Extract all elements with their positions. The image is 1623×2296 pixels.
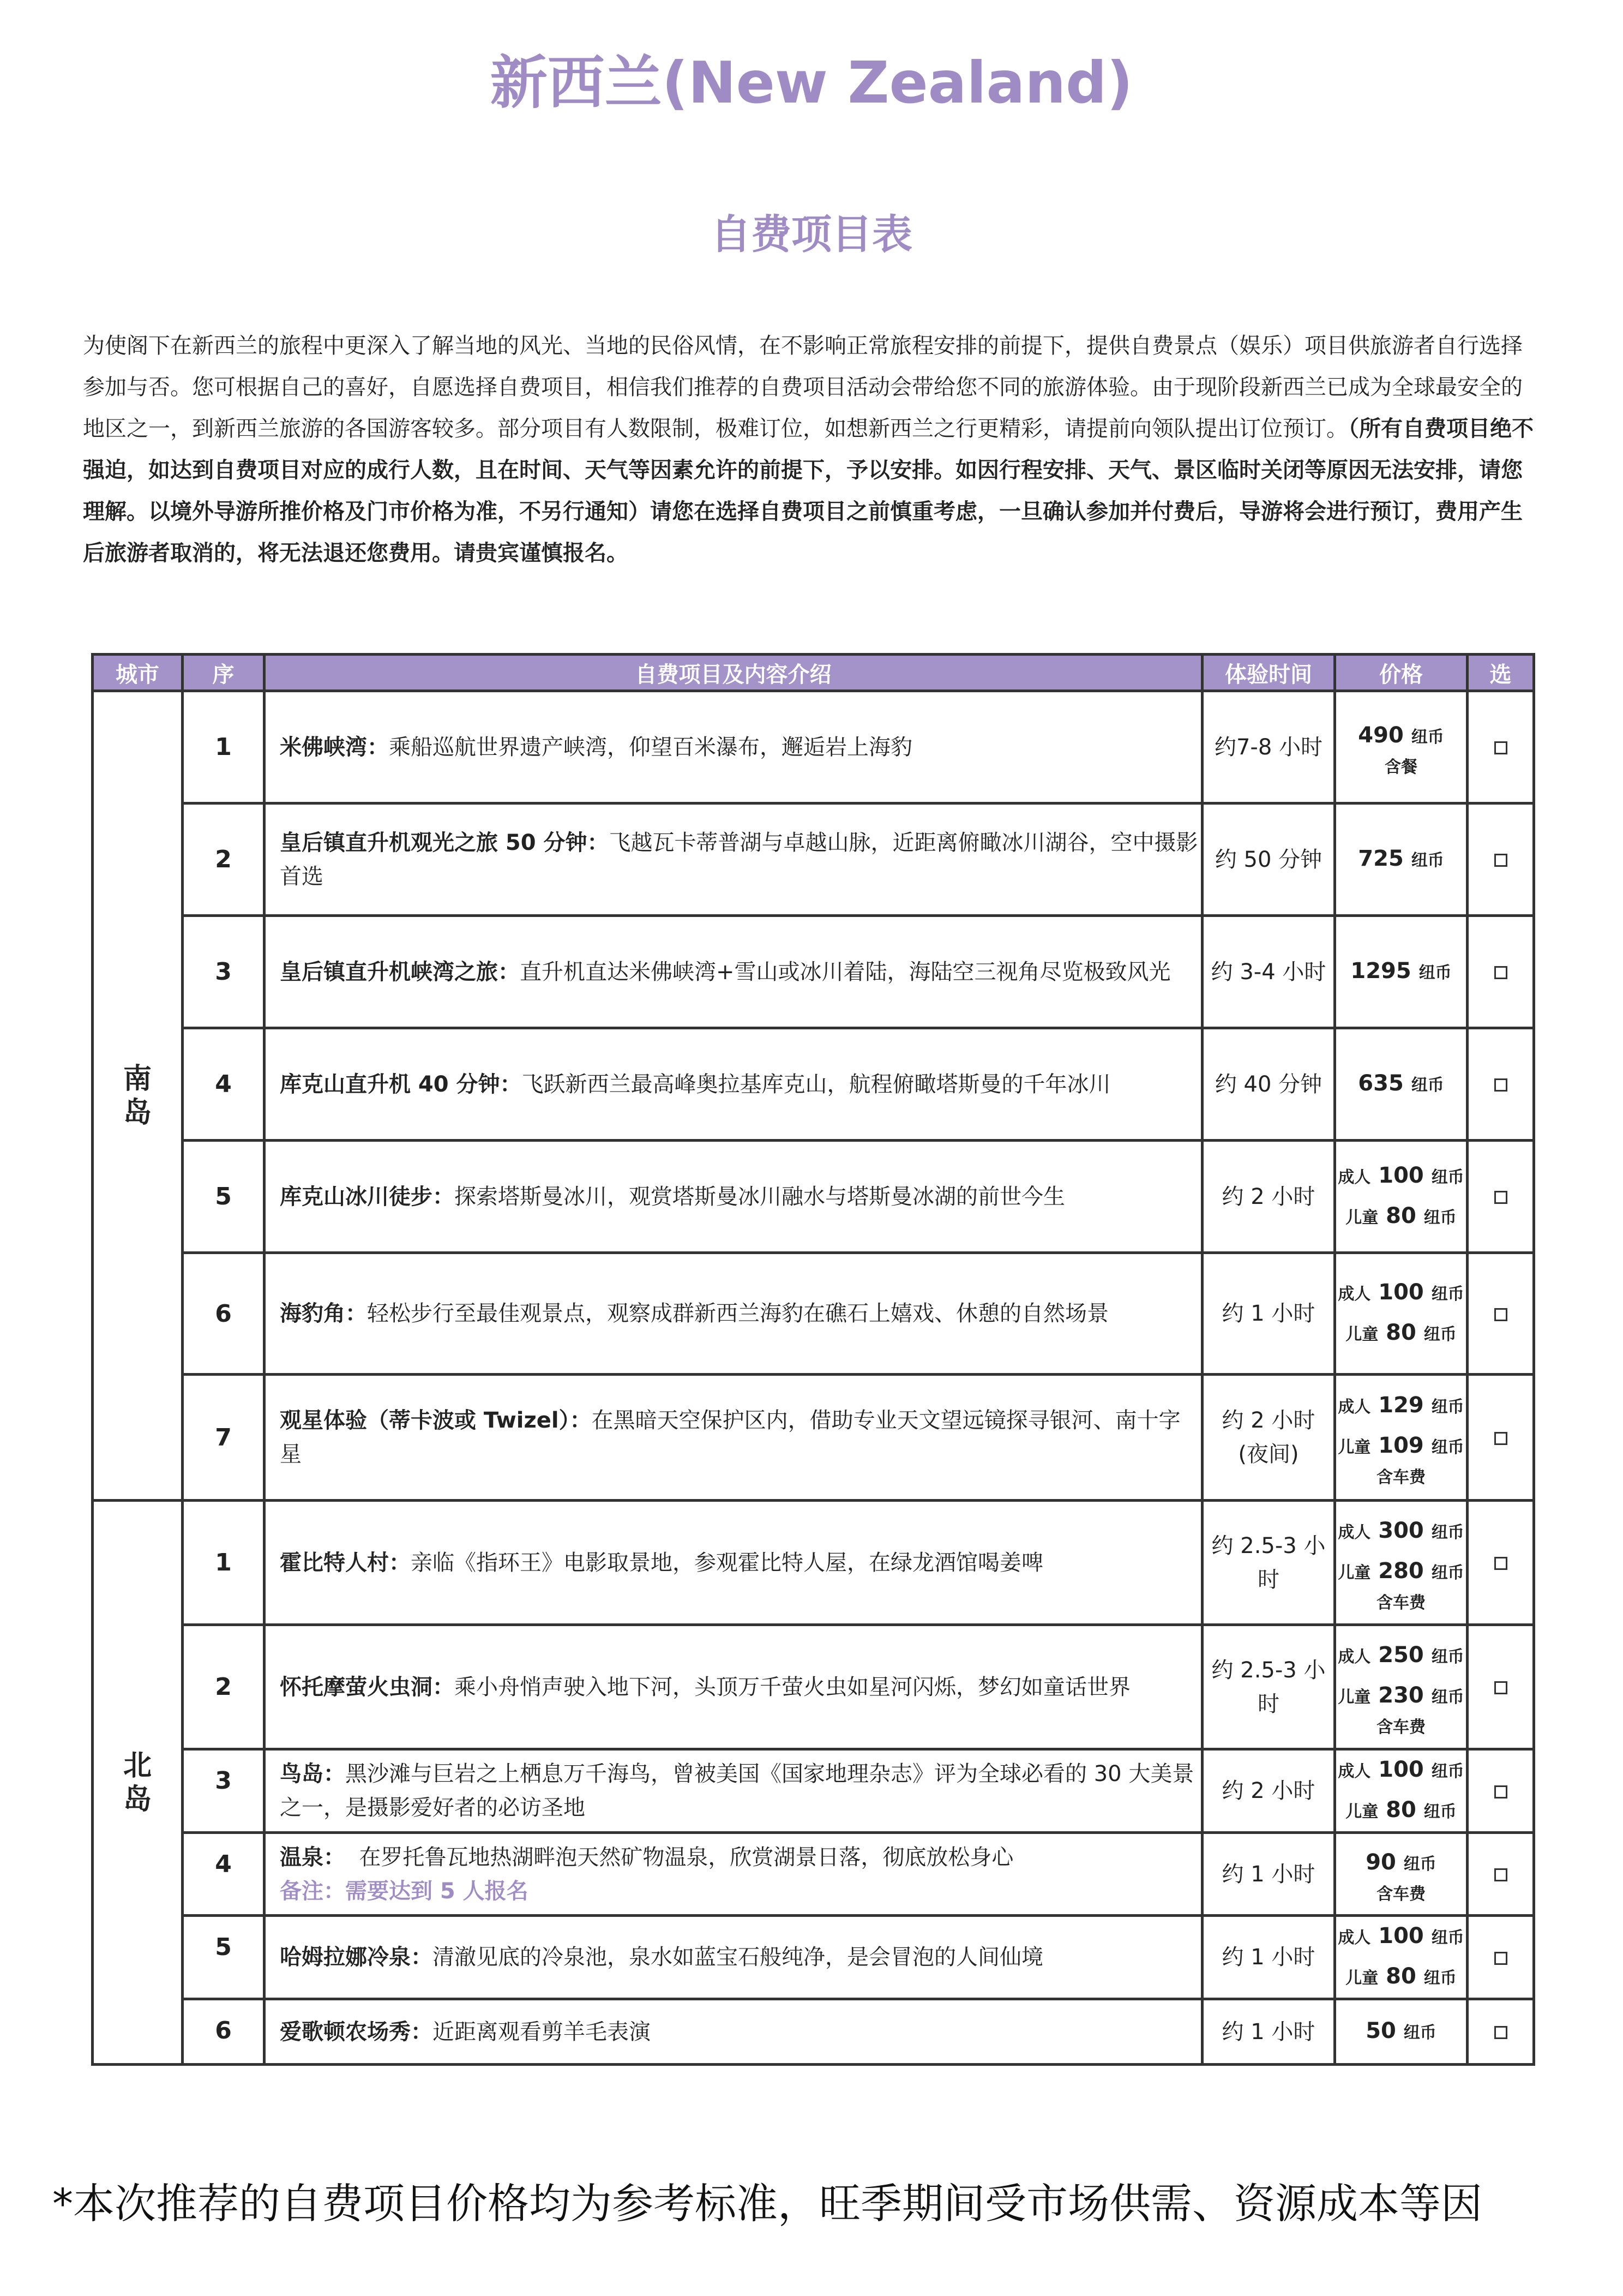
select-cell [1468, 1749, 1534, 1833]
duration-cell: 约 1 小时 [1203, 1999, 1335, 2065]
select-checkbox[interactable] [1494, 741, 1507, 754]
item-detail: 飞跃新西兰最高峰奥拉基库克山，航程俯瞰塔斯曼的千年冰川 [521, 1071, 1111, 1097]
row-seq: 3 [183, 1749, 265, 1833]
table-row [93, 1833, 1534, 1916]
table-row [93, 1916, 1534, 1999]
item-description [265, 1833, 1203, 1916]
row-seq: 4 [183, 1028, 265, 1141]
item-detail: 乘小舟悄声驶入地下河，头顶万千萤火虫如星河闪烁，梦幻如童话世界 [454, 1674, 1131, 1700]
item-detail: 近距离观看剪羊毛表演 [432, 2019, 651, 2045]
duration-cell: 约 1 小时 [1203, 1916, 1335, 1999]
item-name: 温泉： [280, 1844, 345, 1870]
item-detail: 清澈见底的冷泉池，泉水如蓝宝石般纯净，是会冒泡的人间仙境 [432, 1945, 1043, 1970]
item-detail: 黑沙滩与巨岩之上栖息万千海鸟，曾被美国《国家地理杂志》评为全球必看的 30 大美景之一，是摄影爱好者的必访圣地 [280, 1761, 1194, 1820]
table-header-row [93, 655, 1534, 691]
row-seq: 6 [183, 1253, 265, 1375]
row-seq: 1 [183, 1501, 265, 1625]
item-detail: 亲临《指环王》电影取景地，参观霍比特人屋，在绿龙酒馆喝姜啤 [411, 1550, 1043, 1575]
item-name: 霍比特人村： [280, 1550, 411, 1575]
select-cell [1468, 1253, 1534, 1375]
duration-cell: 约 2.5-3 小 时 [1203, 1625, 1335, 1749]
select-cell [1468, 916, 1534, 1028]
item-name: 鸟岛： [280, 1761, 345, 1787]
price-cell: 90 纽币 含车费 [1335, 1833, 1468, 1916]
city-cell-south: 南岛 [93, 691, 183, 1501]
select-checkbox[interactable] [1494, 1557, 1507, 1570]
page-subtitle: 自费项目表 [711, 211, 912, 258]
page-title: 新西兰(New Zealand) [490, 50, 1133, 116]
table-row [93, 1625, 1534, 1749]
item-name: 库克山直升机 40 分钟： [280, 1071, 522, 1097]
select-checkbox[interactable] [1494, 2026, 1507, 2039]
item-description [265, 1999, 1203, 2065]
select-checkbox[interactable] [1494, 1681, 1507, 1694]
header-select: 选 [1468, 655, 1534, 691]
table-row [93, 1375, 1534, 1501]
select-checkbox[interactable] [1494, 1078, 1507, 1092]
select-cell [1468, 1141, 1534, 1253]
header-item: 自费项目及内容介绍 [265, 655, 1203, 691]
item-detail: 在黑暗天空保护区内，借助专业天文望远镜探寻银河、南十字星 [280, 1408, 1181, 1467]
price-cell: 成人 300 纽币 儿童 280 纽币 含车费 [1335, 1501, 1468, 1625]
item-remark: 备注：需要达到 5 人报名 [280, 1878, 528, 1904]
item-description [265, 1916, 1203, 1999]
duration-cell: 约 3-4 小时 [1203, 916, 1335, 1028]
item-detail: 轻松步行至最佳观景点，观察成群新西兰海豹在礁石上嬉戏、休憩的自然场景 [367, 1301, 1109, 1326]
duration-cell: 约 1 小时 [1203, 1833, 1335, 1916]
item-description [265, 691, 1203, 804]
select-checkbox[interactable] [1494, 1191, 1507, 1204]
item-description [265, 804, 1203, 916]
item-description [265, 1375, 1203, 1501]
select-checkbox[interactable] [1494, 1308, 1507, 1321]
item-detail: 飞越瓦卡蒂普湖与卓越山脉，近距离俯瞰冰川湖谷，空中摄影首选 [280, 830, 1198, 889]
duration-cell: 约 2 小时 [1203, 1141, 1335, 1253]
table-row [93, 691, 1534, 804]
duration-cell: 约7-8 小时 [1203, 691, 1335, 804]
header-seq: 序 [183, 655, 265, 691]
row-seq: 5 [183, 1141, 265, 1253]
header-duration: 体验时间 [1203, 655, 1335, 691]
select-cell [1468, 1028, 1534, 1141]
item-name: 海豹角： [280, 1301, 367, 1326]
table-row [93, 1999, 1534, 2065]
price-cell: 725 纽币 [1335, 804, 1468, 916]
table-row [93, 1141, 1534, 1253]
duration-cell: 约 1 小时 [1203, 1253, 1335, 1375]
item-description [265, 1141, 1203, 1253]
duration-cell: 约 2.5-3 小 时 [1203, 1501, 1335, 1625]
item-description [265, 1028, 1203, 1141]
price-cell: 50 纽币 [1335, 1999, 1468, 2065]
city-cell-north: 北岛 [93, 1501, 183, 2065]
price-cell: 成人 129 纽币 儿童 109 纽币 含车费 [1335, 1375, 1468, 1501]
item-name: 爱歌顿农场秀： [280, 2019, 432, 2045]
activities-table [91, 653, 1535, 2066]
price-cell: 成人 100 纽币 儿童 80 纽币 [1335, 1141, 1468, 1253]
row-seq: 6 [183, 1999, 265, 2065]
item-name: 库克山冰川徒步： [280, 1184, 454, 1209]
item-name: 哈姆拉娜冷泉： [280, 1945, 432, 1970]
footnote: *本次推荐的自费项目价格均为参考标准，旺季期间受市场供需、资源成本等因 [52, 2179, 1482, 2228]
price-cell: 成人 100 纽币 儿童 80 纽币 [1335, 1749, 1468, 1833]
select-checkbox[interactable] [1494, 1785, 1507, 1799]
select-checkbox[interactable] [1494, 1952, 1507, 1965]
intro-bold-text: （所有自费项目绝不强迫，如达到自费项目对应的成行人数，且在时间、天气等因素允许的前提下，予以安排。如因行程安排、天气、景区临时关闭等原因无法安排，请您理解。以境外导游所推价格及门市价格为准，不另行通知）请您在选择自费项目之前慎重考虑，一旦确认参加并付费后，导游将会进行预订，费用产生后旅游者取消的，将无法退还您费用。请贵宾谨慎报名。 [83, 416, 1534, 566]
select-cell [1468, 1625, 1534, 1749]
intro-text: 为使阁下在新西兰的旅程中更深入了解当地的风光、当地的民俗风情，在不影响正常旅程安排的前提下，提供自费景点（娱乐）项目供旅游者自行选择参加与否。您可根据自己的喜好，自愿选择自费项目，相信我们推荐的自费项目活动会带给您不同的旅游体验。由于现阶段新西兰已成为全球最安全的地区之一，到新西兰旅游的各国游客较多。部分项目有人数限制，极难订位，如想新西兰之行更精彩，请提前向领队提出订位预订。 [83, 333, 1523, 441]
select-cell [1468, 1999, 1534, 2065]
price-cell: 490 纽币 含餐 [1335, 691, 1468, 804]
intro-paragraph [83, 325, 1542, 574]
duration-cell: 约 2 小时 [1203, 1749, 1335, 1833]
item-detail: 直升机直达米佛峡湾+雪山或冰川着陆，海陆空三视角尽览极致风光 [520, 959, 1171, 985]
item-description [265, 916, 1203, 1028]
table-row [93, 1253, 1534, 1375]
table-row [93, 804, 1534, 916]
table-row [93, 1028, 1534, 1141]
item-name: 怀托摩萤火虫洞： [280, 1674, 454, 1700]
duration-cell: 约 40 分钟 [1203, 1028, 1335, 1141]
select-cell [1468, 804, 1534, 916]
item-detail: 在罗托鲁瓦地热湖畔泡天然矿物温泉，欣赏湖景日落，彻底放松身心 [359, 1844, 1014, 1870]
row-seq: 5 [183, 1916, 265, 1999]
price-cell: 635 纽币 [1335, 1028, 1468, 1141]
row-seq: 4 [183, 1833, 265, 1916]
row-seq: 3 [183, 916, 265, 1028]
select-checkbox[interactable] [1494, 854, 1507, 867]
duration-cell: 约 2 小时 (夜间) [1203, 1375, 1335, 1501]
item-description [265, 1253, 1203, 1375]
select-cell [1468, 1375, 1534, 1501]
duration-cell: 约 50 分钟 [1203, 804, 1335, 916]
select-cell [1468, 1833, 1534, 1916]
item-name: 皇后镇直升机观光之旅 50 分钟： [280, 830, 609, 855]
price-cell: 成人 100 纽币 儿童 80 纽币 [1335, 1253, 1468, 1375]
select-checkbox[interactable] [1494, 1432, 1507, 1445]
select-cell [1468, 1916, 1534, 1999]
item-description [265, 1749, 1203, 1833]
select-checkbox[interactable] [1494, 1868, 1507, 1881]
header-price: 价格 [1335, 655, 1468, 691]
select-cell [1468, 1501, 1534, 1625]
item-detail: 乘船巡航世界遗产峡湾，仰望百米瀑布，邂逅岩上海豹 [389, 734, 912, 760]
item-description [265, 1501, 1203, 1625]
activities-table-wrapper [91, 653, 1532, 2066]
row-seq: 2 [183, 1625, 265, 1749]
row-seq: 2 [183, 804, 265, 916]
row-seq: 1 [183, 691, 265, 804]
price-cell: 1295 纽币 [1335, 916, 1468, 1028]
select-checkbox[interactable] [1494, 966, 1507, 979]
select-cell [1468, 691, 1534, 804]
item-description [265, 1625, 1203, 1749]
table-row [93, 1749, 1534, 1833]
item-name: 皇后镇直升机峡湾之旅： [280, 959, 520, 985]
price-cell: 成人 100 纽币 儿童 80 纽币 [1335, 1916, 1468, 1999]
price-cell: 成人 250 纽币 儿童 230 纽币 含车费 [1335, 1625, 1468, 1749]
table-row [93, 1501, 1534, 1625]
table-row [93, 916, 1534, 1028]
header-city: 城市 [93, 655, 183, 691]
row-seq: 7 [183, 1375, 265, 1501]
item-name: 米佛峡湾： [280, 734, 389, 760]
item-name: 观星体验（蒂卡波或 Twizel）： [280, 1408, 592, 1433]
item-detail: 探索塔斯曼冰川，观赏塔斯曼冰川融水与塔斯曼冰湖的前世今生 [454, 1184, 1065, 1209]
